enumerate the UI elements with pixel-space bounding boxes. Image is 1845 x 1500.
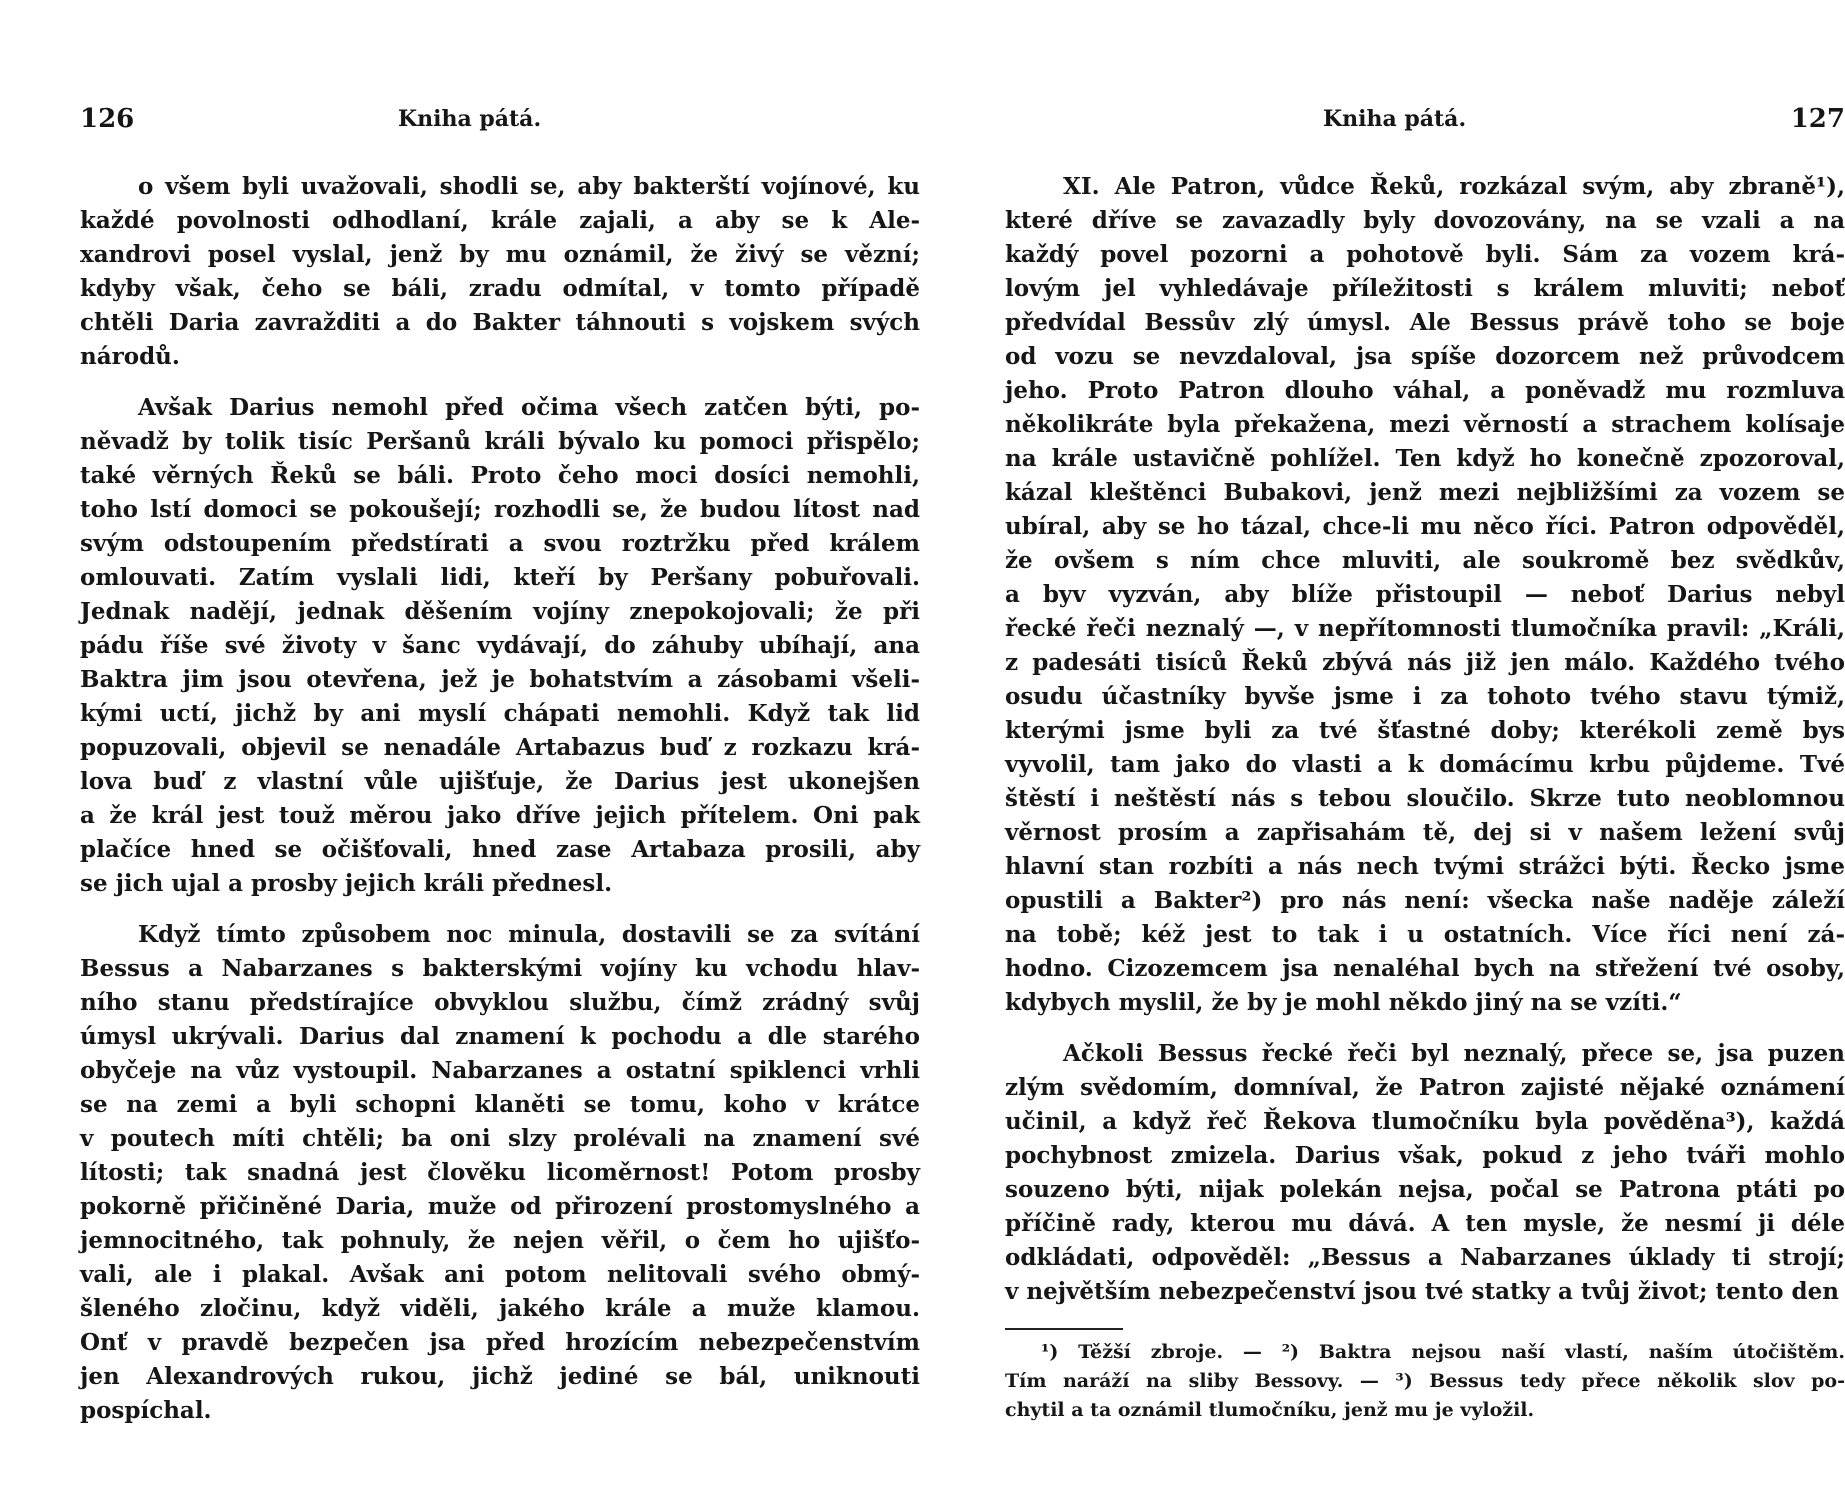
right-page-number: 127: [1790, 104, 1845, 134]
paragraph: [80, 918, 920, 1428]
text-line: hlavní stan rozbíti a nás nech tvými strážci býti. Řecko jsme: [1005, 853, 1845, 880]
text-line: xandrovi posel vyslal, jenž by mu oznámil, že živý se vězní;: [80, 241, 920, 268]
text-line: šleného zločinu, když viděli, jakého krále a muže klamou.: [80, 1295, 920, 1322]
text-line: pochybnost zmizela. Darius však, pokud z jeho tváři mohlo: [1005, 1142, 1845, 1169]
text-line: učinil, a když řeč Řekova tlumočníku byla pověděna³), každá: [1005, 1108, 1845, 1135]
footnote-line: chytil a ta oznámil tlumočníku, jenž mu je vyložil.: [1005, 1399, 1535, 1421]
text-line: toho lstí domoci se pokoušejí; rozhodli se, že budou lítost nad: [80, 496, 920, 523]
text-line: a že král jest touž měrou jako dříve jejich přítelem. Oni pak: [80, 802, 920, 829]
text-line: a byv vyzván, aby blíže přistoupil — neboť Darius nebyl: [1005, 581, 1845, 608]
text-line: věrnost prosím a zapřisahám tě, dej si v našem ležení svůj: [1005, 819, 1845, 846]
paragraph: [1005, 170, 1845, 1020]
paragraph: [80, 170, 920, 374]
text-line: z padesáti tisíců Řeků zbývá nás již jen málo. Každého tvého: [1005, 649, 1845, 676]
paragraph: [1005, 1037, 1845, 1309]
text-line: Baktra jim jsou otevřena, jež je bohatstvím a zásobami všeli-: [80, 666, 920, 693]
text-line: Když tímto způsobem noc minula, dostavili se za svítání: [138, 921, 920, 948]
text-line: Onť v pravdě bezpečen jsa před hrozícím nebezpečenstvím: [80, 1329, 920, 1356]
text-line: se jich ujal a prosby jejich králi přednesl.: [80, 870, 613, 897]
text-line: jen Alexandrových rukou, jichž jediné se bál, uniknouti: [80, 1363, 920, 1390]
left-page: [80, 0, 920, 1500]
text-line: popuzovali, objevil se nenadále Artabazus buď z rozkazu krá-: [80, 734, 920, 761]
text-line: od vozu se nevzdaloval, jsa spíše dozorcem než průvodcem: [1005, 343, 1845, 370]
right-page-body: [1005, 170, 1845, 1309]
footnote-line: Tím naráží na sliby Bessovy. — ³) Bessus tedy přece několik slov po-: [1005, 1370, 1845, 1392]
text-line: chtěli Daria zavražditi a do Bakter táhnouti s vojskem svých: [80, 309, 920, 336]
text-line: opustili a Bakter²) pro nás není: všecka naše naděje záleží: [1005, 887, 1845, 914]
text-line: příčině rady, kterou mu dává. A ten mysle, že nesmí ji déle: [1005, 1210, 1845, 1237]
text-line: každé povolnosti odhodlaní, krále zajali, a aby se k Ale-: [80, 207, 920, 234]
text-line: úmysl ukrývali. Darius dal znamení k pochodu a dle starého: [80, 1023, 920, 1050]
text-line: odkládati, odpověděl: „Bessus a Nabarzanes úklady ti strojí;: [1005, 1244, 1845, 1271]
paragraph-gap: [1005, 1020, 1845, 1037]
text-line: na krále ustavičně pohlížel. Ten když ho konečně zpozoroval,: [1005, 445, 1845, 472]
right-page-header: [1005, 104, 1845, 138]
text-line: řecké řeči neznalý —, v nepřítomnosti tlumočníka pravil: „Králi,: [1005, 615, 1845, 642]
text-line: osudu účastníky byvše jsme i za tohoto tvého stavu týmiž,: [1005, 683, 1845, 710]
text-line: jemnocitného, tak pohnuly, že nejen věřil, o čem ho ujišťo-: [80, 1227, 920, 1254]
text-line: kázal kleštěnci Bubakovi, jenž mezi nejbližšími za vozem se: [1005, 479, 1845, 506]
text-line: zlým svědomím, domníval, že Patron zajisté nějaké oznámení: [1005, 1074, 1845, 1101]
text-line: svým odstoupením předstírati a svou roztržku před králem: [80, 530, 920, 557]
text-line: vali, ale i plakal. Avšak ani potom nelitovali svého obmý-: [80, 1261, 920, 1288]
text-line: lítosti; tak snadná jest člověku licoměrnost! Potom prosby: [80, 1159, 920, 1186]
text-line: v poutech míti chtěli; ba oni slzy prolévali na znamení své: [80, 1125, 920, 1152]
text-line: pádu říše své životy v šanc vydávají, do záhuby ubíhají, ana: [80, 632, 920, 659]
text-line: kdyby však, čeho se báli, zradu odmítal, v tomto případě: [80, 275, 920, 302]
text-line: lovým jel vyhledávaje příležitosti s králem mluviti; neboť: [1005, 275, 1845, 302]
text-line: Ačkoli Bessus řecké řeči byl neznalý, přece se, jsa puzen: [1063, 1040, 1845, 1067]
text-line: omlouvati. Zatím vyslali lidi, kteří by Peršany pobuřovali.: [80, 564, 920, 591]
text-line: v největším nebezpečenství jsou tvé statky a tvůj život; tento den: [1005, 1278, 1839, 1305]
paragraph: [80, 391, 920, 901]
text-line: pospíchal.: [80, 1397, 212, 1424]
right-running-head: Kniha pátá.: [1323, 106, 1467, 132]
footnote-rule: [1005, 1328, 1123, 1330]
text-line: které dříve se zavazadly byly dovozovány, na se vzali a na: [1005, 207, 1845, 234]
text-line: Jednak nadějí, jednak děšením vojíny znepokojovali; že při: [80, 598, 920, 625]
left-page-body: [80, 170, 920, 1428]
text-line: štěstí i neštěstí nás s tebou sloučilo. Skrze tuto neoblomnou: [1005, 785, 1845, 812]
text-line: Bessus a Nabarzanes s bakterskými vojíny ku vchodu hlav-: [80, 955, 920, 982]
text-line: předvídal Bessův zlý úmysl. Ale Bessus právě toho se boje: [1005, 309, 1845, 336]
text-line: také věrných Řeků se báli. Proto čeho moci dosíci nemohli,: [80, 462, 920, 489]
text-line: každý povel pozorni a pohotově byli. Sám za vozem krá-: [1005, 241, 1845, 268]
left-running-head: Kniha pátá.: [398, 106, 542, 132]
text-line: plačíce hned se očišťovali, hned zase Artabaza prosili, aby: [80, 836, 920, 863]
text-line: lova buď z vlastní vůle ujišťuje, že Darius jest ukonejšen: [80, 768, 920, 795]
paragraph-gap: [80, 374, 920, 391]
text-line: několikráte byla překažena, mezi věrností a strachem kolísaje: [1005, 411, 1845, 438]
text-line: národů.: [80, 343, 180, 370]
text-line: hodno. Cizozemcem jsa nenaléhal bych na střežení tvé osoby,: [1005, 955, 1845, 982]
text-line: kými uctí, jichž by ani myslí chápati nemohli. Když tak lid: [80, 700, 920, 727]
footnotes: [1005, 1338, 1845, 1425]
text-line: XI. Ale Patron, vůdce Řeků, rozkázal svým, aby zbraně¹),: [1063, 173, 1845, 200]
text-line: obyčeje na vůz vystoupil. Nabarzanes a ostatní spiklenci vrhli: [80, 1057, 920, 1084]
text-line: jeho. Proto Patron dlouho váhal, a poněvadž mu rozmluva: [1005, 377, 1845, 404]
text-line: ního stanu předstírajíce obvyklou službu, čímž zrádný svůj: [80, 989, 920, 1016]
text-line: na tobě; kéž jest to tak i u ostatních. Více říci není zá-: [1005, 921, 1845, 948]
text-line: pokorně přičiněné Daria, muže od přirození prostomyslného a: [80, 1193, 920, 1220]
left-page-header: [80, 104, 920, 138]
text-line: vyvolil, tam jako do vlasti a k domácímu krbu půjdeme. Tvé: [1005, 751, 1845, 778]
text-line: se na zemi a byli schopni klaněti se tomu, koho v krátce: [80, 1091, 920, 1118]
text-line: něvadž by tolik tisíc Peršanů králi bývalo ku pomoci přispělo;: [80, 428, 920, 455]
text-line: kdybych myslil, že by je mohl někdo jiný na se vzíti.“: [1005, 989, 1682, 1016]
text-line: že ovšem s ním chce mluviti, ale soukromě bez svědkův,: [1005, 547, 1845, 574]
paragraph-gap: [80, 901, 920, 918]
text-line: kterými jsme byli za tvé šťastné doby; kterékoli země bys: [1005, 717, 1845, 744]
text-line: Avšak Darius nemohl před očima všech zatčen býti, po-: [138, 394, 920, 421]
left-page-number: 126: [80, 104, 135, 134]
footnote-line: ¹) Těžší zbroje. — ²) Baktra nejsou naší vlastí, naším útočištěm.: [1041, 1341, 1845, 1363]
right-page: [1005, 0, 1845, 1500]
text-line: o všem byli uvažovali, shodli se, aby bakterští vojínové, ku: [138, 173, 920, 200]
text-line: souzeno býti, nijak polekán nejsa, počal se Patrona ptáti po: [1005, 1176, 1845, 1203]
text-line: ubíral, aby se ho tázal, chce-li mu něco říci. Patron odpověděl,: [1005, 513, 1845, 540]
